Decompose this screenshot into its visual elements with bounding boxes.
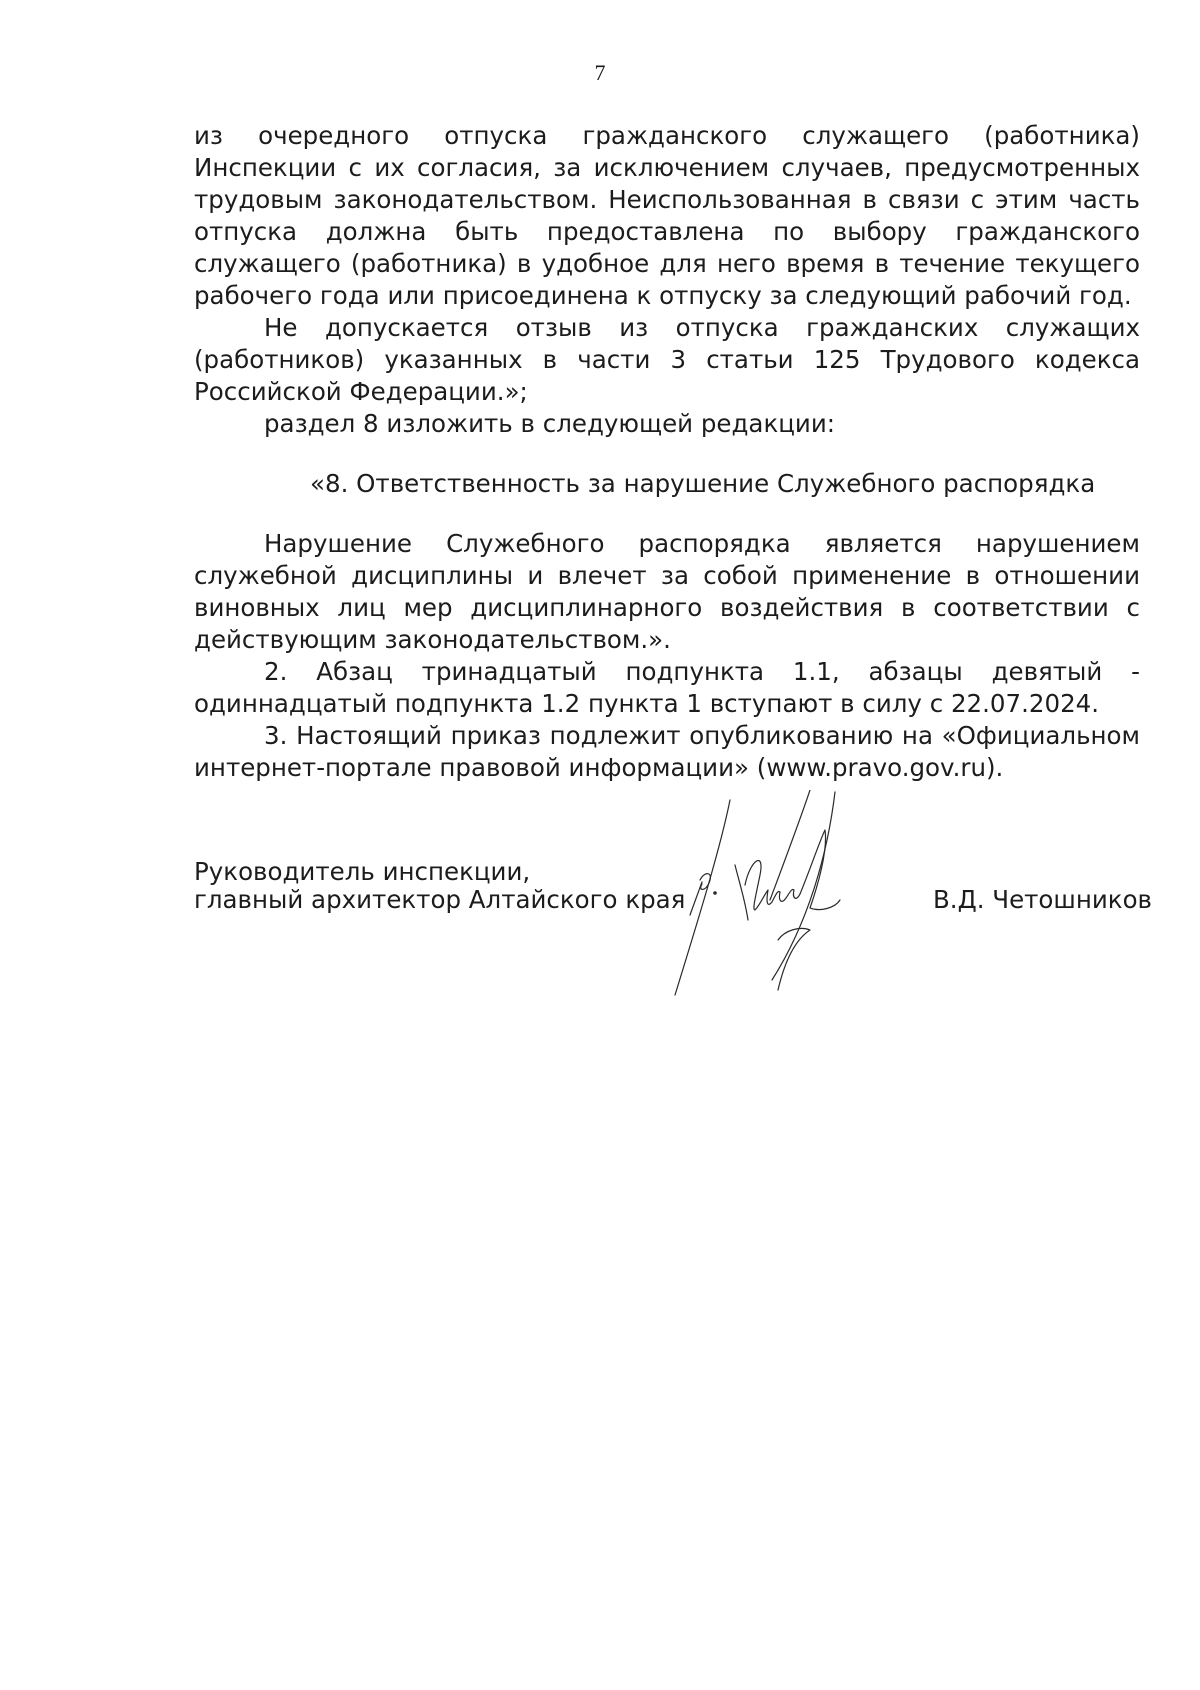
signatory-name: В.Д. Четошников	[932, 885, 1152, 914]
signatory-position-line2: главный архитектор Алтайского края	[194, 885, 686, 914]
paragraph-section-8-intro: раздел 8 изложить в следующей редакции:	[264, 409, 836, 438]
paragraph-continuation: из очередного отпуска гражданского служащего (работника) Инспекции с их согласия, за исключением случаев, предусмотренных трудовым законодательством. Неиспользованная в связи с этим часть отпуска должна быть предоставлена по выбору гражданского служащего (работника) в удобное для него время в течение текущего рабочего года или присоединена к отпуску за следующий рабочий год.	[194, 121, 1140, 310]
paragraph-item-2: 2. Абзац тринадцатый подпункта 1.1, абзацы девятый - одиннадцатый подпункта 1.2 пункта 1 вступают в силу с 22.07.2024.	[194, 657, 1140, 718]
handwritten-signature	[660, 790, 920, 1020]
signatory-position-line1: Руководитель инспекции,	[194, 857, 531, 886]
paragraph-vacation-recall: Не допускается отзыв из отпуска гражданских служащих (работников) указанных в части 3 статьи 125 Трудового кодекса Российской Федерации.»;	[194, 313, 1140, 406]
signatory-position	[194, 858, 685, 914]
section-heading: «8. Ответственность за нарушение Служебного распорядка	[310, 469, 1096, 498]
page-number: 7	[594, 60, 606, 85]
document-body	[194, 120, 1140, 784]
paragraph-item-3: 3. Настоящий приказ подлежит опубликованию на «Официальном интернет-портале правовой информации» (www.pravo.gov.ru).	[194, 721, 1140, 782]
paragraph-responsibility: Нарушение Служебного распорядка является нарушением служебной дисциплины и влечет за собой применение в отношении виновных лиц мер дисциплинарного воздействия в соответствии с действующим законодательством.».	[194, 529, 1140, 654]
